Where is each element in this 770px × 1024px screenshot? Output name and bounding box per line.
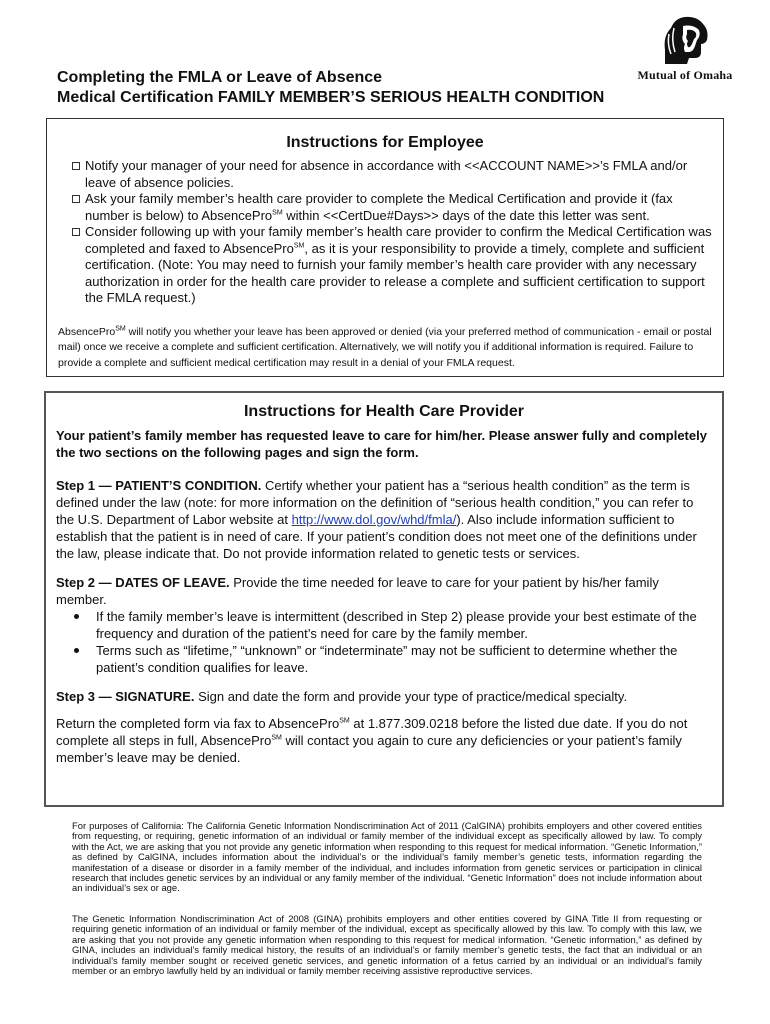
indian-head-logo-icon xyxy=(657,14,713,66)
employee-item-2 xyxy=(72,191,713,224)
employee-item-1-text: Notify your manager of your need for absence in accordance with <<ACCOUNT NAME>>’s FMLA and/or leave of absence policies. xyxy=(85,158,688,190)
employee-item-2-text-end: within <<CertDue#Days>> days of the date this letter was sent. xyxy=(282,207,650,223)
return-instructions xyxy=(46,715,722,766)
gina-disclaimer: The Genetic Information Nondiscrimination Act of 2008 (GINA) prohibits employers and other entities covered by GINA Title II from requesting or requiring genetic information of an individual or family member of the individual, except as specifically allowed by this law. To comply with this law, we are asking that you not provide any genetic information when responding to this request for medical information. “Genetic information,” as defined by GINA, includes an individual’s family medical history, the results of an individual’s or family member’s genetic tests, the fact that an individual or an individual’s family member sought or received genetic services, and genetic information of a fetus carried by an individual or an individual’s family member or an embryo lawfully held by an individual or family member receiving assistive reproductive services. xyxy=(72,913,702,977)
checkbox-icon xyxy=(72,195,80,203)
page-title xyxy=(57,68,604,108)
checkbox-icon xyxy=(72,228,80,236)
step-1-label: Step 1 — PATIENT’S CONDITION. xyxy=(56,478,262,493)
note-text: will notify you whether your leave has been approved or denied (via your preferred method of communication - email or postal mail) once we receive a complete and sufficient certification. Alternatively, we will notify you if additional information is required. Failure to provide a complete and sufficient medical certification may result in a denial of your FMLA request. xyxy=(58,325,712,369)
employee-item-3 xyxy=(72,224,713,307)
return-text-3: will contact you again to cure any deficiencies or your patient’s family member’s leave may be denied. xyxy=(56,733,682,765)
provider-intro: Your patient’s family member has requested leave to care for him/her. Please answer fully and completely the two sections on the following pages and sign the form. xyxy=(56,428,707,460)
service-mark: SM xyxy=(271,734,282,742)
employee-item-2-text: Ask your family member’s health care provider to complete the Medical Certification and provide it (fax number is below) to AbsencePro xyxy=(85,191,673,223)
employee-item-3-text-end: , as it is your responsibility to provide a timely, complete and sufficient certification. (Note: You may need to furnish your family member’s health care provider with any necessary authorization in order for the health care provider to release a complete and sufficient certification to support the FMLA request.) xyxy=(85,240,705,305)
step-2-paragraph xyxy=(46,574,722,608)
employee-item-3-text: Consider following up with your family member’s health care provider to confirm the Medical Certification was completed and faxed to AbsencePro xyxy=(85,224,712,256)
employee-checklist xyxy=(47,158,723,307)
employee-heading: Instructions for Employee xyxy=(286,134,484,151)
step-2-text: Provide the time needed for leave to care for your patient by his/her family member. xyxy=(56,575,659,607)
title-line-1: Completing the FMLA or Leave of Absence xyxy=(57,69,383,86)
service-mark: SM xyxy=(272,209,283,217)
checkbox-icon xyxy=(72,162,80,170)
step-3-label: Step 3 — SIGNATURE. xyxy=(56,689,195,704)
company-logo xyxy=(630,14,740,83)
list-item xyxy=(74,608,710,642)
title-line-2: Medical Certification FAMILY MEMBER’S SERIOUS HEALTH CONDITION xyxy=(57,89,605,106)
employee-note xyxy=(47,325,723,372)
step-1-paragraph xyxy=(46,477,722,562)
step-2-label: Step 2 — DATES OF LEAVE. xyxy=(56,575,230,590)
bullet-icon xyxy=(74,614,79,619)
note-brand: AbsencePro xyxy=(58,325,116,338)
return-text-1: Return the completed form via fax to AbsencePro xyxy=(56,716,340,731)
return-text-2: at 1.877.309.0218 before the listed due date. If you do not complete all steps in full, AbsencePro xyxy=(56,716,688,748)
service-mark: SM xyxy=(115,325,126,332)
calgina-disclaimer: For purposes of California: The California Genetic Information Nondiscrimination Act of 2011 (CalGINA) prohibits employers and other covered entities from requesting, or requiring, genetic information of an individual or family member of the individual except as specifically allowed by law. To comply with the Act, we are asking that you not provide any genetic information when responding to this request for medical information. “Genetic Information,” as defined by CalGINA, includes information about the individual’s or the individual’s family member’s genetic tests, information regarding the manifestation of a disease or disorder in a family member of the individual, and includes information from genetic services or participation in clinical research that includes genetic services by an individual or any family member of the individual. “Genetic Information” does not include information about an individual’s sex or age. xyxy=(72,820,702,894)
step-1-text-end: ). Also include information sufficient to establish that the patient is in need of care. If your patient’s condition does not meet one of the definitions under the law, please indicate that. Do not provide information related to genetic tests or services. xyxy=(56,512,697,561)
step-2-bullets xyxy=(46,608,722,676)
service-mark: SM xyxy=(339,717,350,725)
bullet-text: If the family member’s leave is intermittent (described in Step 2) please provide your best estimate of the frequency and duration of the patient’s need for care by the family member. xyxy=(96,609,697,641)
provider-instructions-box xyxy=(44,391,724,807)
employee-item-1 xyxy=(72,158,713,191)
step-3-text: Sign and date the form and provide your type of practice/medical specialty. xyxy=(194,689,628,704)
provider-heading: Instructions for Health Care Provider xyxy=(243,403,525,420)
bullet-icon xyxy=(74,648,79,653)
employee-instructions-box xyxy=(46,118,724,377)
dol-fmla-link[interactable]: http://www.dol.gov/whd/fmla/ xyxy=(291,512,457,527)
bullet-text: Terms such as “lifetime,” “unknown” or “indeterminate” may not be sufficient to determine whether the patient’s condition qualifies for leave. xyxy=(96,643,678,675)
logo-text: Mutual of Omaha xyxy=(637,68,733,82)
step-3-paragraph xyxy=(46,688,722,705)
list-item xyxy=(74,642,710,676)
step-1-text: Certify whether your patient has a “serious health condition” as the term is defined under the law (note: for more information on the definition of “serious health condition,” you can refer to the U.S. Department of Labor website at xyxy=(56,478,694,527)
service-mark: SM xyxy=(293,242,305,250)
